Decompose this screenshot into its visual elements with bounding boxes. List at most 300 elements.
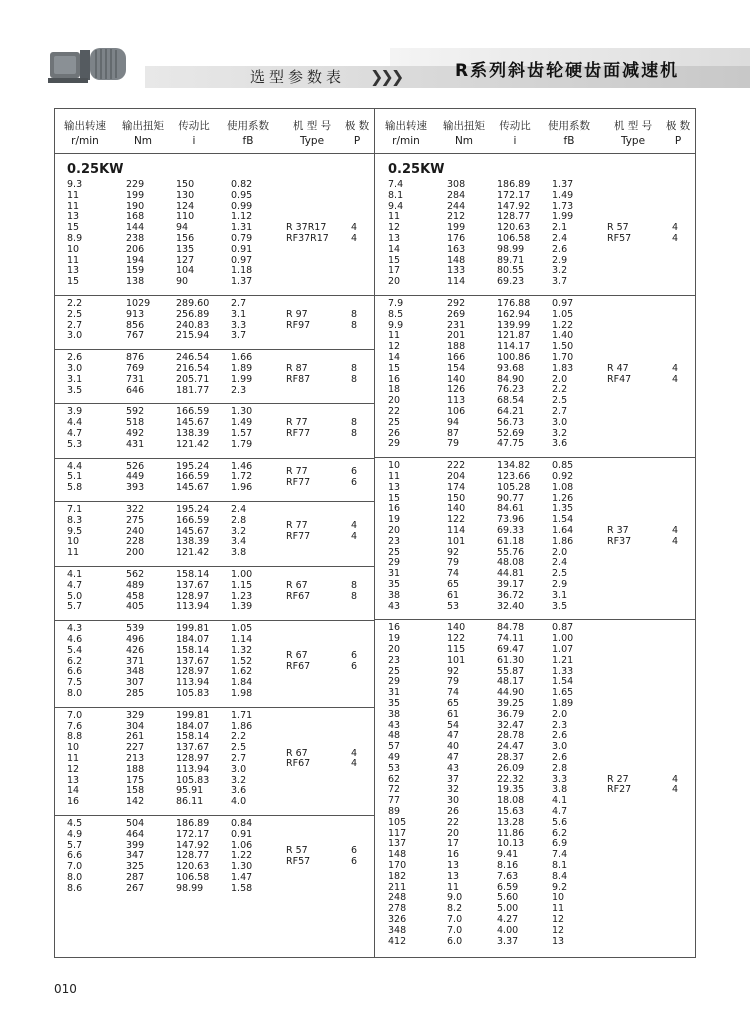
table-cell: 1.14 [231, 634, 253, 645]
table-cell: 181.77 [176, 384, 210, 396]
table-cell: 15 [67, 222, 80, 234]
table-cell: 35 [388, 698, 401, 709]
table-cell: 1.23 [231, 590, 253, 602]
model-type: R 77 [286, 417, 308, 429]
pole-count: 6 [351, 466, 358, 477]
table-cell: 38 [388, 589, 401, 601]
spec-block [375, 295, 696, 456]
model-type: RF57 [286, 855, 311, 867]
pole-count: 4 [351, 758, 358, 770]
header-unit-1: Nm [133, 135, 153, 147]
table-cell: 3.2 [231, 525, 247, 537]
table-cell: 7.6 [67, 720, 83, 732]
table-cell: 158 [126, 785, 145, 797]
table-cell: 113.94 [176, 763, 210, 775]
model-type: RF37R17 [286, 233, 329, 244]
table-cell: 5.00 [497, 903, 519, 915]
table-cell: 12 [552, 924, 565, 936]
table-cell: 128.77 [497, 211, 531, 223]
table-cell: 1.62 [231, 666, 253, 678]
table-cell: 256.89 [176, 308, 210, 320]
table-cell: 36.79 [497, 708, 525, 720]
table-cell: 1.86 [552, 535, 574, 547]
table-cell: 371 [126, 655, 145, 667]
header-label-3: 使用系数 [548, 120, 590, 132]
pole-count: 8 [351, 579, 358, 591]
table-cell: 496 [126, 634, 145, 645]
table-cell: 5.8 [67, 482, 83, 494]
table-cell: 120.63 [176, 861, 210, 873]
table-cell: 1.26 [552, 492, 574, 504]
table-cell: 2.6 [552, 243, 568, 255]
table-cell: 57 [388, 741, 401, 753]
table-cell: 0.99 [231, 200, 253, 212]
table-cell: 240.83 [176, 319, 210, 331]
table-cell: 64.21 [497, 406, 525, 417]
chevron-right-icon: ❯❯❯ [370, 67, 402, 86]
table-cell: 1.31 [231, 222, 253, 234]
table-cell: 1.96 [231, 482, 253, 494]
table-cell: 9.2 [552, 881, 568, 893]
table-cell: 0.91 [231, 243, 253, 255]
table-cell: 2.2 [231, 731, 247, 743]
table-cell: 14 [388, 243, 401, 255]
table-cell: 150 [447, 492, 466, 504]
table-cell: 7.1 [67, 504, 83, 515]
table-cell: 105 [388, 816, 407, 828]
table-cell: 76.23 [497, 384, 525, 396]
table-cell: 106.58 [176, 872, 210, 883]
table-cell: 74 [447, 568, 460, 580]
table-cell: 113.94 [176, 601, 210, 613]
table-cell: 426 [126, 644, 145, 656]
table-cell: 8.9 [67, 233, 83, 244]
model-type: RF47 [607, 373, 632, 385]
table-cell: 199 [126, 189, 145, 201]
table-cell: 130 [176, 189, 195, 201]
table-cell: 2.6 [552, 752, 568, 763]
table-cell: 526 [126, 460, 145, 472]
table-cell: 5.3 [67, 438, 83, 450]
table-cell: 285 [126, 688, 145, 699]
table-cell: 6.6 [67, 666, 83, 678]
table-cell: 4.6 [67, 634, 83, 645]
table-cell: 246.54 [176, 352, 210, 364]
pole-count: 4 [672, 535, 679, 547]
spec-block [54, 707, 374, 814]
table-cell: 405 [126, 601, 145, 613]
table-cell: 206 [126, 243, 145, 255]
table-cell: 9.0 [447, 892, 463, 904]
model-type: R 77 [286, 520, 308, 532]
table-cell: 304 [126, 720, 145, 732]
table-cell: 1.30 [231, 861, 253, 873]
table-cell: 20 [447, 827, 460, 839]
table-cell: 44.90 [497, 687, 525, 699]
table-cell: 166.59 [176, 471, 210, 483]
table-cell: 2.4 [231, 504, 247, 515]
table-cell: 3.9 [67, 406, 83, 418]
table-cell: 5.60 [497, 892, 519, 904]
table-cell: 348 [126, 666, 145, 678]
table-cell: 856 [126, 319, 145, 331]
pole-count: 4 [672, 784, 679, 796]
table-cell: 98.99 [497, 243, 525, 255]
table-cell: 4.7 [67, 579, 83, 591]
model-type: RF67 [286, 590, 311, 602]
table-cell: 8.1 [552, 860, 568, 871]
table-cell: 10 [552, 892, 565, 904]
table-cell: 176.88 [497, 298, 531, 309]
table-cell: 139.99 [497, 319, 531, 331]
table-cell: 7.5 [67, 677, 83, 689]
table-cell: 121.42 [176, 547, 210, 559]
spec-block [54, 295, 374, 348]
table-cell: 2.0 [552, 546, 568, 558]
table-cell: 10 [67, 536, 80, 548]
table-cell: 127 [176, 254, 195, 266]
header-label-0: 输出转速 [64, 120, 106, 132]
table-cell: 79 [447, 557, 460, 569]
table-cell: 393 [126, 482, 145, 494]
table-cell: 449 [126, 471, 145, 483]
table-cell: 278 [388, 903, 407, 915]
table-cell: 2.9 [552, 579, 568, 590]
table-cell: 13 [447, 870, 460, 882]
table-cell: 23 [388, 535, 401, 547]
table-cell: 0.79 [231, 233, 253, 244]
table-cell: 200 [126, 547, 145, 559]
table-cell: 13 [388, 481, 401, 493]
table-cell: 399 [126, 839, 145, 851]
table-cell: 54 [447, 719, 460, 731]
table-cell: 37 [447, 773, 460, 785]
table-cell: 4.4 [67, 417, 83, 429]
table-cell: 3.2 [231, 774, 247, 786]
table-cell: 135 [176, 243, 195, 255]
table-cell: 5.7 [67, 839, 83, 851]
table-cell: 158.14 [176, 731, 210, 743]
table-cell: 31 [388, 568, 401, 580]
table-cell: 2.7 [552, 406, 568, 417]
table-cell: 184.07 [176, 720, 210, 732]
table-cell: 13 [67, 265, 80, 277]
table-cell: 122 [447, 514, 466, 526]
table-cell: 13 [447, 860, 460, 871]
model-type: R 97 [286, 308, 308, 320]
table-cell: 431 [126, 438, 145, 450]
table-cell: 769 [126, 363, 145, 374]
table-cell: 16 [388, 373, 401, 385]
table-cell: 15 [388, 362, 401, 374]
table-cell: 24.47 [497, 741, 525, 753]
table-cell: 74.11 [497, 633, 525, 645]
table-cell: 156 [176, 233, 195, 244]
table-cell: 11 [388, 471, 401, 482]
spec-block [54, 620, 374, 706]
table-cell: 170 [388, 860, 407, 871]
table-cell: 15 [67, 276, 80, 288]
table-cell: 158.14 [176, 569, 210, 580]
table-cell: 269 [447, 308, 466, 320]
table-cell: 0.95 [231, 189, 253, 201]
table-cell: 261 [126, 731, 145, 743]
table-cell: 11 [388, 330, 401, 342]
pole-count: 6 [351, 661, 358, 672]
table-cell: 120.63 [497, 222, 531, 234]
table-cell: 1.37 [552, 179, 574, 190]
table-cell: 188 [447, 341, 466, 353]
table-cell: 3.7 [552, 276, 568, 288]
table-cell: 1.00 [552, 633, 574, 645]
table-cell: 92 [447, 665, 460, 677]
model-type: RF87 [286, 373, 311, 385]
table-cell: 4.27 [497, 914, 519, 925]
table-cell: 1.49 [231, 417, 253, 429]
header-unit-5: P [674, 135, 682, 147]
table-cell: 3.6 [552, 438, 568, 450]
pole-count: 6 [351, 476, 358, 488]
table-cell: 3.0 [231, 763, 247, 775]
table-cell: 22 [388, 406, 401, 417]
table-cell: 5.7 [67, 601, 83, 613]
table-cell: 11 [67, 200, 80, 212]
pole-count: 4 [351, 531, 358, 542]
table-cell: 65 [447, 579, 460, 590]
table-cell: 3.3 [231, 319, 247, 331]
table-cell: 61.18 [497, 535, 525, 547]
model-type: R 37 [607, 525, 629, 536]
table-cell: 15 [388, 492, 401, 504]
table-cell: 25 [388, 665, 401, 677]
table-cell: 13 [67, 211, 80, 223]
table-cell: 9.41 [497, 849, 519, 861]
model-type: R 67 [286, 650, 308, 662]
table-cell: 3.0 [552, 741, 568, 753]
table-cell: 16 [388, 503, 401, 515]
table-cell: 133 [447, 265, 466, 277]
table-cell: 1.21 [552, 654, 574, 666]
table-cell: 142 [126, 796, 145, 808]
table-cell: 1.84 [231, 677, 253, 689]
spec-block [54, 458, 374, 500]
model-type: RF77 [286, 531, 311, 542]
table-cell: 240 [126, 525, 145, 537]
table-cell: 1.89 [231, 363, 253, 374]
table-cell: 26 [388, 427, 401, 439]
table-cell: 228 [126, 536, 145, 548]
table-cell: 464 [126, 828, 145, 840]
table-cell: 17 [447, 838, 460, 850]
table-cell: 4.5 [67, 818, 83, 829]
table-cell: 289.60 [176, 298, 210, 309]
table-cell: 55.87 [497, 665, 525, 677]
table-cell: 16 [67, 796, 80, 808]
header-label-4: 机 型 号 [292, 120, 332, 132]
table-cell: 113 [447, 395, 466, 407]
model-type: RF37 [607, 535, 632, 547]
table-cell: 104 [176, 265, 195, 277]
table-cell: 172.17 [497, 189, 531, 201]
spec-block [375, 619, 696, 953]
table-cell: 7.4 [388, 179, 404, 190]
table-cell: 32.47 [497, 719, 525, 731]
model-type: RF77 [286, 428, 311, 439]
table-cell: 44.81 [497, 568, 525, 580]
table-cell: 2.2 [67, 298, 83, 309]
table-cell: 11 [447, 881, 460, 893]
table-cell: 89 [388, 806, 401, 817]
table-cell: 8.2 [447, 903, 463, 915]
table-cell: 86.11 [176, 796, 204, 808]
table-cell: 14 [67, 785, 80, 797]
table-cell: 80.55 [497, 265, 525, 277]
table-cell: 19 [388, 514, 401, 526]
table-cell: 0.97 [231, 254, 253, 266]
model-type: RF67 [286, 758, 311, 770]
table-cell: 2.9 [552, 254, 568, 266]
table-cell: 7.4 [552, 849, 568, 861]
table-cell: 69.47 [497, 644, 525, 655]
table-cell: 32 [447, 784, 460, 796]
table-cell: 94 [447, 416, 460, 428]
table-cell: 128.97 [176, 590, 210, 602]
table-cell: 158.14 [176, 644, 210, 656]
table-cell: 1.22 [231, 850, 253, 862]
table-cell: 2.7 [231, 298, 247, 309]
table-cell: 3.0 [552, 416, 568, 428]
left-table [54, 108, 374, 958]
table-cell: 5.4 [67, 644, 83, 656]
pole-count: 4 [672, 233, 679, 244]
table-cell: 48.17 [497, 676, 525, 688]
table-cell: 186.89 [497, 179, 531, 190]
table-cell: 2.8 [552, 762, 568, 774]
table-cell: 2.1 [552, 222, 568, 234]
table-cell: 122 [447, 633, 466, 645]
table-cell: 0.87 [552, 622, 574, 634]
table-cell: 4.00 [497, 924, 519, 936]
table-cell: 1.99 [231, 373, 253, 385]
table-cell: 4.7 [67, 428, 83, 439]
table-cell: 11 [388, 211, 401, 223]
table-cell: 29 [388, 676, 401, 688]
header-unit-4: Type [299, 135, 325, 147]
table-cell: 137.67 [176, 655, 210, 667]
table-cell: 1.46 [231, 460, 253, 472]
model-type: R 37R17 [286, 222, 327, 234]
spec-block [54, 815, 374, 901]
table-cell: 10.13 [497, 838, 525, 850]
header-label-1: 输出扭矩 [122, 120, 164, 132]
table-cell: 458 [126, 590, 145, 602]
table-cell: 913 [126, 308, 145, 320]
table-cell: 1.57 [231, 428, 253, 439]
table-header [54, 108, 374, 154]
table-cell: 3.0 [67, 330, 83, 342]
table-cell: 47 [447, 752, 460, 763]
table-cell: 2.5 [231, 742, 247, 754]
table-cell: 199.81 [176, 623, 210, 635]
table-cell: 1.98 [231, 688, 253, 699]
page-header [0, 0, 750, 100]
table-cell: 61 [447, 589, 460, 601]
table-cell: 150 [176, 179, 195, 190]
table-cell: 0.97 [552, 298, 574, 309]
table-cell: 123.66 [497, 471, 531, 482]
table-cell: 115 [447, 644, 466, 655]
table-cell: 89.71 [497, 254, 525, 266]
table-cell: 138 [126, 276, 145, 288]
header-label-3: 使用系数 [227, 120, 269, 132]
table-cell: 22.32 [497, 773, 525, 785]
table-cell: 94 [176, 222, 189, 234]
table-cell: 43 [447, 762, 460, 774]
table-cell: 2.3 [231, 384, 247, 396]
table-cell: 74 [447, 687, 460, 699]
table-cell: 11 [67, 189, 80, 201]
table-cell: 95.91 [176, 785, 204, 797]
table-cell: 3.2 [552, 265, 568, 277]
table-cell: 166.59 [176, 406, 210, 418]
table-cell: 1.33 [552, 665, 574, 677]
table-cell: 137.67 [176, 579, 210, 591]
table-cell: 47 [447, 730, 460, 742]
table-cell: 212 [447, 211, 466, 223]
table-cell: 65 [447, 698, 460, 709]
table-cell: 77 [388, 795, 401, 807]
table-cell: 93.68 [497, 362, 525, 374]
table-cell: 767 [126, 330, 145, 342]
table-cell: 23 [388, 654, 401, 666]
model-type: RF67 [286, 661, 311, 672]
table-cell: 4.9 [67, 828, 83, 840]
pole-count: 8 [351, 428, 358, 439]
table-cell: 175 [126, 774, 145, 786]
table-cell: 6.0 [447, 935, 463, 947]
table-cell: 128.77 [176, 850, 210, 862]
table-cell: 215.94 [176, 330, 210, 342]
table-cell: 72 [388, 784, 401, 796]
table-cell: 199.81 [176, 709, 210, 721]
table-cell: 43 [388, 719, 401, 731]
table-cell: 194 [126, 254, 145, 266]
table-cell: 6.2 [552, 827, 568, 839]
table-cell: 3.5 [552, 600, 568, 612]
table-cell: 30 [447, 795, 460, 807]
table-cell: 101 [447, 535, 466, 547]
table-cell: 1.73 [552, 200, 574, 212]
table-cell: 49 [388, 752, 401, 763]
table-cell: 4.3 [67, 623, 83, 635]
header-label-0: 输出转速 [385, 120, 427, 132]
table-cell: 174 [447, 481, 466, 493]
header-unit-3: fB [563, 135, 575, 147]
table-cell: 1.12 [231, 211, 253, 223]
table-cell: 1029 [126, 298, 151, 309]
table-cell: 8.5 [388, 308, 404, 320]
table-cell: 126 [447, 384, 466, 396]
table-cell: 1.06 [231, 839, 253, 851]
table-cell: 204 [447, 471, 466, 482]
pole-count: 6 [351, 650, 358, 662]
table-cell: 11 [67, 547, 80, 559]
table-cell: 32.40 [497, 600, 525, 612]
table-cell: 7.0 [67, 861, 83, 873]
table-cell: 1.40 [552, 330, 574, 342]
table-cell: 287 [126, 872, 145, 883]
table-cell: 504 [126, 818, 145, 829]
